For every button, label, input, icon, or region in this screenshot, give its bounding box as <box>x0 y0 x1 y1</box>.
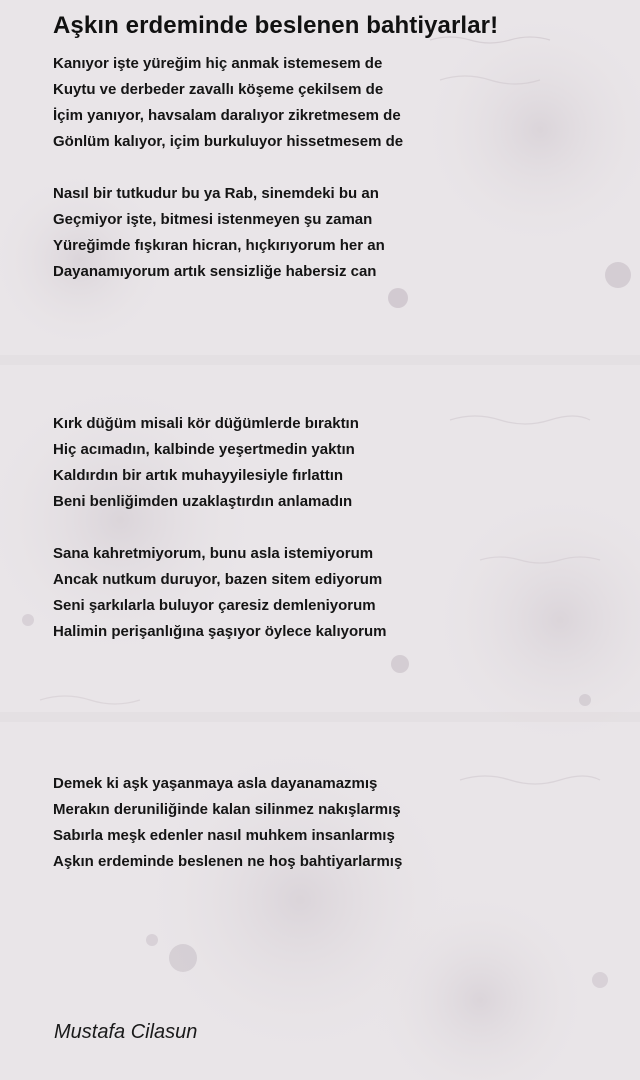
stanza-1 <box>53 51 613 155</box>
poem-line: Kırk düğüm misali kör düğümlerde bıraktın <box>53 415 359 432</box>
poem-line: Yüreğimde fışkıran hicran, hıçkırıyorum her an <box>53 237 385 254</box>
poem-line: Beni benliğimden uzaklaştırdın anlamadın <box>53 493 353 510</box>
poem-line: Hiç acımadın, kalbinde yeşertmedin yaktın <box>53 441 355 458</box>
poem-author: Mustafa Cilasun <box>54 1021 198 1043</box>
poem-line: Seni şarkılarla buluyor çaresiz demleniyorum <box>53 597 376 614</box>
poem-line: Sana kahretmiyorum, bunu asla istemiyorum <box>53 545 374 562</box>
poem-line: Gönlüm kalıyor, içim burkuluyor hissetmesem de <box>53 133 404 150</box>
poem-line: Geçmiyor işte, bitmesi istenmeyen şu zaman <box>53 211 373 228</box>
poem-line: Sabırla meşk edenler nasıl muhkem insanlarmış <box>53 827 395 844</box>
poem-line: Merakın deruniliğinde kalan silinmez nakışlarmış <box>53 801 401 818</box>
poem-line: Halimin perişanlığına şaşıyor öylece kalıyorum <box>53 623 387 640</box>
poem-line: İçim yanıyor, havsalam daralıyor zikretmesem de <box>53 107 401 124</box>
poem-line: Kaldırdın bir artık muhayyilesiyle fırlattın <box>53 467 344 484</box>
stanza-2 <box>53 181 613 285</box>
poem-line: Kanıyor işte yüreğim hiç anmak istemesem de <box>53 55 383 72</box>
poem-line: Dayanamıyorum artık sensizliğe habersiz can <box>53 263 377 280</box>
poem-line: Nasıl bir tutkudur bu ya Rab, sinemdeki bu an <box>53 185 379 202</box>
stanza-3 <box>53 411 613 515</box>
poem-line: Aşkın erdeminde beslenen ne hoş bahtiyarlarmış <box>53 853 403 870</box>
stanza-4 <box>53 541 613 645</box>
stanza-5 <box>53 771 613 875</box>
poem-title: Aşkın erdeminde beslenen bahtiyarlar! <box>53 12 499 39</box>
poem-line: Kuytu ve derbeder zavallı köşeme çekilsem de <box>53 81 384 98</box>
poem-line: Ancak nutkum duruyor, bazen sitem ediyorum <box>53 571 383 588</box>
poem-line: Demek ki aşk yaşanmaya asla dayanamazmış <box>53 775 378 792</box>
